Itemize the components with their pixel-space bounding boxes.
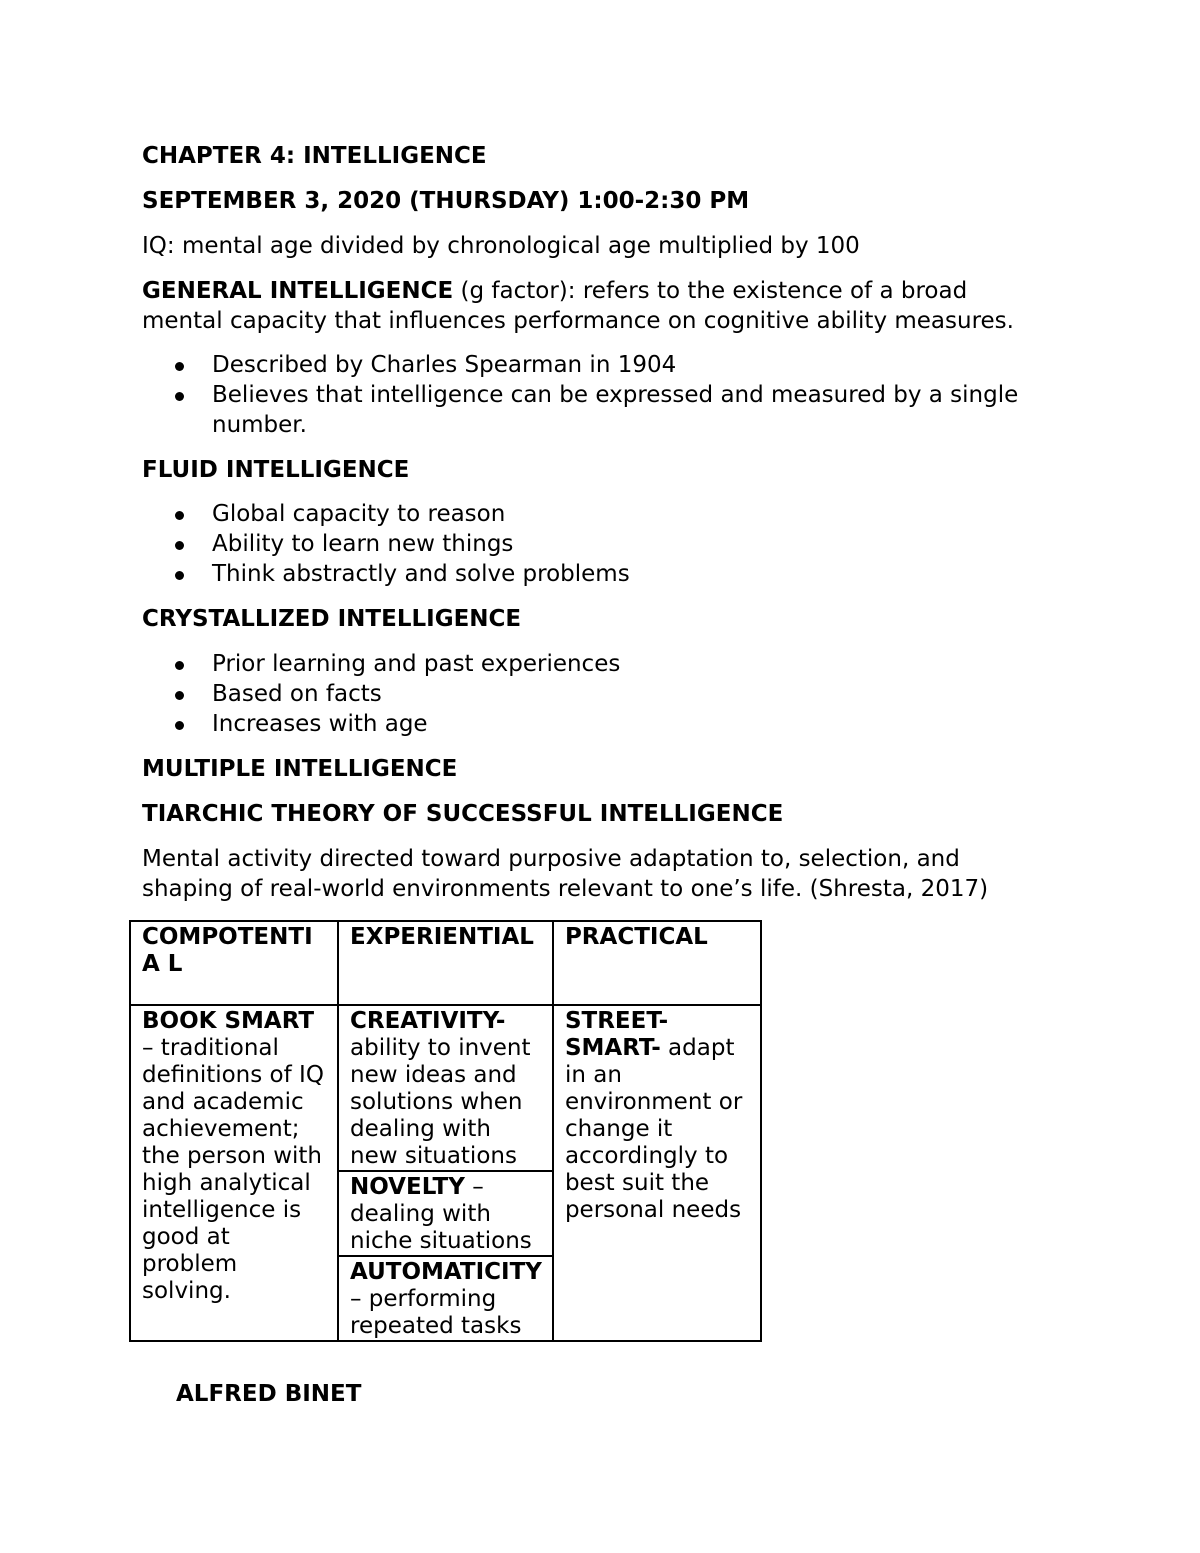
session-date: SEPTEMBER 3, 2020 (THURSDAY) 1:00-2:30 PM [142,188,750,214]
alfred-binet-heading: ALFRED BINET [176,1381,362,1407]
list-item-continuation: number. [212,412,307,438]
automaticity-cell [338,1256,553,1341]
general-intelligence-definition: (g factor): refers to the existence of a broad [453,278,968,304]
automaticity-term: AUTOMATICITY [350,1259,542,1285]
triarchic-theory-heading: TIARCHIC THEORY OF SUCCESSFUL INTELLIGENCE [142,801,784,827]
fluid-intelligence-heading: FLUID INTELLIGENCE [142,457,410,483]
novelty-cell [338,1171,553,1256]
novelty-description: – dealing with niche situations [350,1174,532,1254]
street-smart-term: STREET-SMART- [564,1008,669,1061]
list-item: Prior learning and past experiences [212,649,620,679]
fluid-intelligence-bullets [212,499,630,589]
book-smart-term: BOOK SMART [142,1008,315,1034]
list-item: Ability to learn new things [212,529,630,559]
street-smart-description: adapt in an environment or change it accordingly to best suit the personal needs [564,1035,743,1223]
table-row [130,1005,761,1171]
list-item: Described by Charles Spearman in 1904 [212,350,1018,380]
header-experiential: EXPERIENTIAL [338,921,553,1005]
iq-definition: IQ: mental age divided by chronological age multiplied by 100 [142,233,860,259]
automaticity-description: – performing repeated tasks [350,1286,522,1339]
bullet-icon [175,362,184,371]
bullet-icon [175,721,184,730]
creativity-term: CREATIVITY- [350,1008,506,1034]
bullet-icon [175,392,184,401]
general-intelligence-line2: mental capacity that influences performance on cognitive ability measures. [142,308,1014,334]
bullet-icon [175,541,184,550]
list-item: Global capacity to reason [212,499,630,529]
novelty-term: NOVELTY [350,1174,465,1200]
list-item: Based on facts [212,679,620,709]
general-intelligence-heading: GENERAL INTELLIGENCE [142,278,454,304]
book-smart-cell [130,1005,338,1341]
chapter-title: CHAPTER 4: INTELLIGENCE [142,143,487,169]
creativity-description: ability to invent new ideas and solutions when dealing with new situations [350,1035,531,1169]
book-smart-description: – traditional definitions of IQ and academic achievement; the person with high analytical intelligence is good at problem solving. [142,1035,324,1304]
bullet-icon [175,571,184,580]
crystallized-intelligence-bullets [212,649,620,739]
bullet-icon [175,661,184,670]
crystallized-intelligence-heading: CRYSTALLIZED INTELLIGENCE [142,606,522,632]
bullet-icon [175,511,184,520]
multiple-intelligence-heading: MULTIPLE INTELLIGENCE [142,756,458,782]
creativity-cell [338,1005,553,1171]
list-item: Believes that intelligence can be expressed and measured by a single number. [212,380,1018,440]
triarchic-table [129,920,762,1342]
bullet-icon [175,691,184,700]
list-item: Increases with age [212,709,620,739]
header-practical: PRACTICAL [553,921,761,1005]
street-smart-cell [553,1005,761,1341]
header-componential: COMPOTENTIA L [130,921,338,1005]
triarchic-definition-line2: shaping of real-world environments relevant to one’s life. (Shresta, 2017) [142,876,989,902]
table-header-row [130,921,761,1005]
general-intelligence-bullets [212,350,1018,440]
list-item: Think abstractly and solve problems [212,559,630,589]
general-intelligence-line1 [142,276,967,306]
triarchic-definition-line1: Mental activity directed toward purposive adaptation to, selection, and [142,846,960,872]
